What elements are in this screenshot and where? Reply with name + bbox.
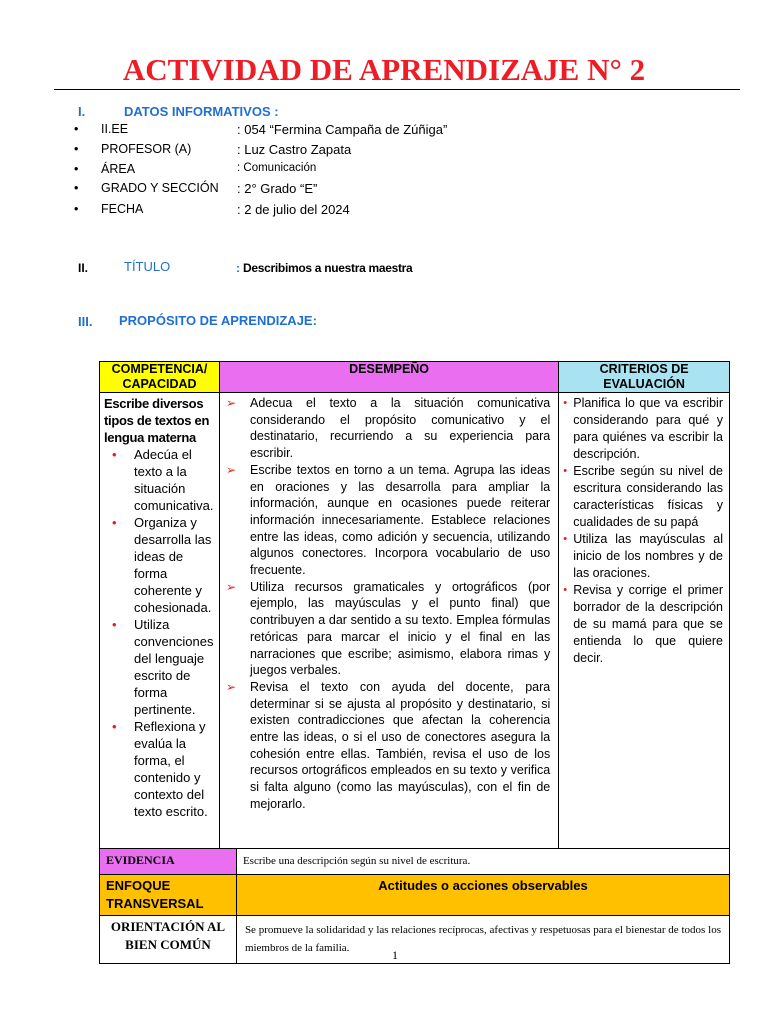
info-label: FECHA [101,202,144,216]
criterios-cell [559,393,730,849]
arrow-bullet-icon: ➢ [225,396,237,410]
bullet-icon: • [74,202,79,216]
info-value: : Comunicación [237,162,317,174]
header-text: DESEMPEÑO [349,362,430,376]
page-title: ACTIVIDAD DE APRENDIZAJE N° 2 [122,52,646,87]
list-item-text: Escribe textos en torno a un tema. Agrupa las ideas en oraciones y las desarrolla para ampliar la información, aunque en ocasiones puede reiterar información innecesariamente. Establece relaciones entre las ideas, como adición y secuencia, utilizando algunos conectores. Incorpora vocabulario de uso frecuente. [249,462,551,578]
bullet-icon: • [74,181,79,195]
header-criterios [559,362,730,393]
page-number: 1 [392,948,398,962]
bullet-icon: • [563,397,568,409]
purpose-table [99,361,730,964]
bullet-icon: • [74,142,79,156]
info-value: : 054 “Fermina Campaña de Zúñiga” [237,122,448,137]
capacidades-list [104,446,215,820]
info-label: PROFESOR (A) [101,142,192,156]
orientacion-text-cell [236,916,729,964]
info-value: : 2° Grado “E” [237,181,318,196]
section-1-label: DATOS INFORMATIVOS : [124,104,279,119]
evidencia-label-cell [100,849,237,875]
bullet-icon: • [74,162,79,176]
info-value: : Luz Castro Zapata [237,142,352,157]
list-item: • Utiliza convenciones del lenguaje escrito de forma pertinente. [134,616,215,718]
list-item: • Reflexiona y evalúa la forma, el contenido y contexto del texto escrito. [134,718,215,820]
list-item-text: Escribe según su nivel de escritura considerando las características físicas y cualidades de su papá [573,464,723,529]
header-text: COMPETENCIA/ CAPACIDAD [111,362,208,391]
orientacion-text: Se promueve la solidaridad y las relaciones recíprocas, afectivas y respetuosas para el bienestar de todos los miembros de la familia. [244,924,721,954]
section-2-number: II. [78,261,89,275]
list-item-text: Revisa el texto con ayuda del docente, para determinar si se ajusta al propósito y destinatario, si existen contradicciones que afectan la coherencia entre las ideas, o si el uso de conectores asegura la cohesión entre ellas. También, revisa el uso de los recursos ortográficos empleados en su texto y verifica si falta alguno (como las mayúsculas), con el fin de mejorarlo. [249,679,551,811]
orientacion-label: ORIENTACIÓN AL BIEN COMÚN [110,919,226,952]
enfoque-label-cell [100,875,237,916]
arrow-bullet-icon: ➢ [225,579,237,594]
section-2-label: TÍTULO [124,259,171,274]
enfoque-header: Actitudes o acciones observables [378,878,588,893]
info-value: : 2 de julio del 2024 [237,202,350,217]
bullet-icon: • [74,122,79,136]
competencia-cell [100,393,220,849]
title-value-text: Describimos a nuestra maestra [240,261,413,275]
bullet-icon: • [563,465,568,477]
list-item [226,579,550,679]
arrow-bullet-icon: ➢ [225,462,237,477]
bullet-icon: • [563,584,568,596]
list-item [563,395,723,463]
arrow-bullet-icon: ➢ [225,679,237,694]
list-item-text: Planifica lo que va escribir considerando para qué y para quiénes va escribir la descripción. [573,396,723,461]
info-label: ÁREA [101,162,136,176]
title-divider [54,89,740,90]
evidencia-text: Escribe una descripción según su nivel de escritura. [242,855,471,867]
header-competencia [100,362,220,393]
list-item-text: Revisa y corrige el primer borrador de la descripción de su mamá para que se entienda lo que quiere decir. [573,583,723,665]
list-item [563,463,723,531]
list-item [226,679,550,813]
section-1-number: I. [78,104,86,119]
list-item-text: Adecua el texto a la situación comunicativa considerando el propósito comunicativo y el destinatario, recurriendo a su experiencia para escribir. [249,396,551,461]
info-label: II.EE [101,122,129,136]
desempeno-cell [219,393,558,849]
bullet-icon: • [563,533,568,545]
list-item [226,395,550,462]
list-item [563,531,723,582]
list-item [563,582,723,667]
evidencia-text-cell [236,849,729,875]
orientacion-label-cell [100,916,237,964]
section-2-value: : Describimos a nuestra maestra [236,261,413,275]
evidencia-label: EVIDENCIA [106,853,175,867]
list-item-text: Utiliza recursos gramaticales y ortográficos (por ejemplo, las mayúsculas y el punto final) que contribuyen a dar sentido a su texto. Emplea fórmulas retóricas para marcar el inicio y el final en las narraciones que escribe; asimismo, elabora rimas y juegos verbales. [249,579,551,678]
list-item: • Adecúa el texto a la situación comunicativa. [134,446,215,514]
list-item: • Organiza y desarrolla las ideas de forma coherente y cohesionada. [134,514,215,616]
enfoque-header-cell [236,875,729,916]
section-3-number: III. [78,314,93,329]
section-3-label: PROPÓSITO DE APRENDIZAJE: [119,313,317,328]
competencia-title: Escribe diversos tipos de textos en lengua materna [104,396,210,445]
header-text: CRITERIOS DE EVALUACIÓN [599,362,689,391]
enfoque-label: ENFOQUE TRANSVERSAL [106,878,204,911]
list-item-text: Utiliza las mayúsculas al inicio de los nombres y de las oraciones. [573,532,723,580]
info-label: GRADO Y SECCIÓN [101,181,219,195]
header-desempeno [219,362,558,393]
list-item [226,462,550,579]
